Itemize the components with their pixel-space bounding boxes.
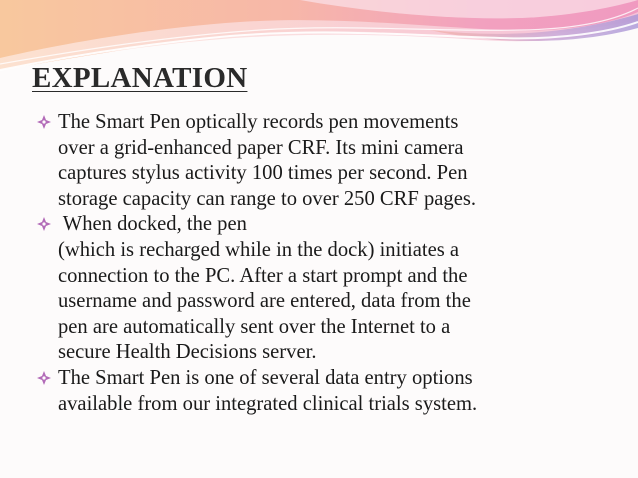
bullet-line: storage capacity can range to over 250 CRF pages. bbox=[58, 187, 477, 210]
bullet-line: username and password are entered, data from the bbox=[58, 290, 471, 313]
bullet-line: secure Health Decisions server. bbox=[58, 341, 317, 364]
bullet-item-2 bbox=[34, 212, 624, 366]
bullet-line: captures stylus activity 100 times per second. Pen bbox=[58, 162, 468, 185]
bullet-line: over a grid-enhanced paper CRF. Its mini camera bbox=[58, 136, 464, 159]
bullet-item-3 bbox=[34, 366, 624, 417]
bullet-list bbox=[34, 110, 624, 417]
diamond-bullet-icon bbox=[36, 370, 52, 386]
bullet-line: connection to the PC. After a start prompt and the bbox=[58, 264, 468, 287]
diamond-bullet-icon bbox=[36, 216, 52, 232]
bullet-item-1 bbox=[34, 110, 624, 212]
bullet-line: The Smart Pen is one of several data entry options bbox=[58, 366, 473, 389]
bullet-line: When docked, the pen bbox=[58, 213, 247, 236]
bullet-line: (which is recharged while in the dock) initiates a bbox=[58, 238, 460, 261]
bullet-line: available from our integrated clinical trials system. bbox=[58, 392, 478, 415]
bullet-line: The Smart Pen optically records pen movements bbox=[58, 111, 459, 133]
diamond-bullet-icon bbox=[36, 114, 52, 130]
slide-title: EXPLANATION bbox=[32, 62, 248, 94]
bullet-line: pen are automatically sent over the Internet to a bbox=[58, 315, 451, 338]
